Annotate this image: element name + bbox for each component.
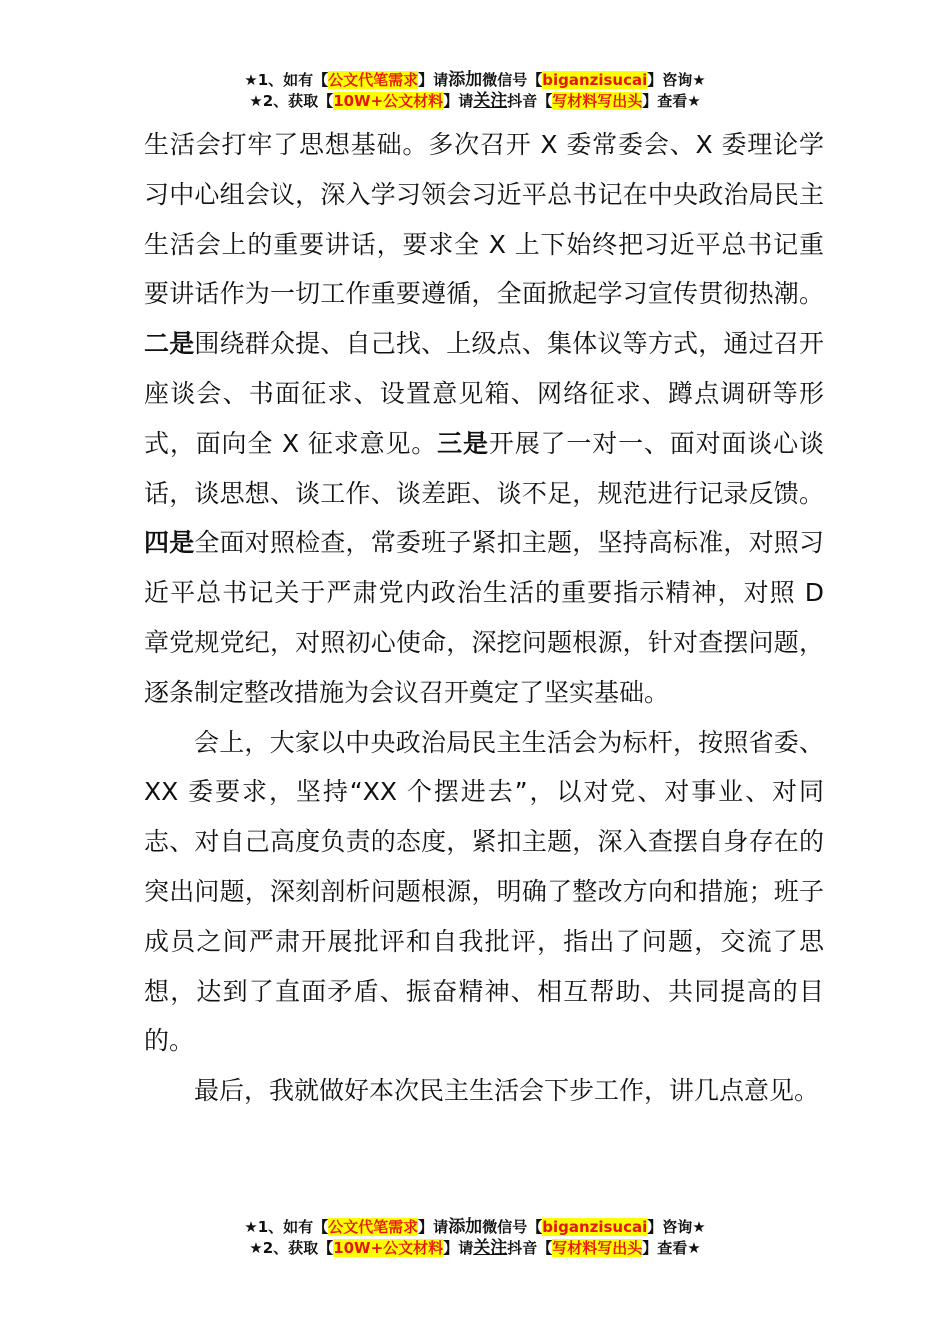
paragraph-text: 生活会打牢了思想基础。多次召开 X 委常委会、X 委理论学习中心组会议，深入学习领会习近平总书记在中央政治局民主生活会上的重要讲话，要求全 X 上下始终把习近平总书记重要讲话作为一切工作重要遵循，全面掀起学习宣传贯彻热潮。 [144, 130, 824, 309]
banner-text: ★1、如有【 [244, 1218, 329, 1236]
highlight-douyin-account: 写材料写出头 [552, 92, 643, 110]
banner-text: 微信号【 [482, 71, 543, 89]
banner-line-1 [0, 70, 950, 91]
banner-line-1 [0, 1217, 950, 1238]
document-body [144, 120, 824, 1116]
highlight-service: 公文代笔需求 [328, 71, 419, 89]
banner-emphasis: 添加 [448, 1217, 483, 1237]
highlight-wechat-id: biganzisucai [542, 1218, 648, 1236]
banner-text: 】请 [443, 92, 474, 110]
banner-line-2 [0, 91, 950, 112]
banner-text: 】咨询★ [647, 71, 706, 89]
highlight-wechat-id: biganzisucai [542, 71, 648, 89]
banner-emphasis: 关注 [473, 91, 508, 111]
banner-text: 】请 [418, 71, 449, 89]
banner-text: 】咨询★ [647, 1218, 706, 1236]
banner-text: 微信号【 [482, 1218, 543, 1236]
banner-text: 】查看★ [642, 1239, 701, 1257]
paragraph-2: 会上，大家以中央政治局民主生活会为标杆，按照省委、XX 委要求，坚持“XX 个摆进去”，以对党、对事业、对同志、对自己高度负责的态度，紧扣主题，深入查摆自身存在的突出问题，深刻剖析问题根源，明确了整改方向和措施；班子成员之间严肃开展批评和自我批评，指出了问题，交流了思想，达到了直面矛盾、振奋精神、相互帮助、共同提高的目的。 [144, 727, 824, 1056]
paragraph-text: 围绕群众提、自己找、上级点、集体议等方式，通过召开座谈会、书面征求、设置意见箱、网络征求、蹲点调研等形式，面向全 X 征求意见。 [144, 329, 824, 458]
highlight-service: 公文代笔需求 [328, 1218, 419, 1236]
banner-text: 抖音【 [507, 1239, 553, 1257]
bold-marker-four: 四是 [144, 528, 195, 558]
banner-line-2 [0, 1238, 950, 1259]
paragraph-1 [144, 120, 824, 718]
top-banner [0, 70, 950, 112]
banner-text: 】请 [418, 1218, 449, 1236]
banner-emphasis: 添加 [448, 70, 483, 90]
paragraph-text: 全面对照检查，常委班子紧扣主题，坚持高标准，对照习近平总书记关于严肃党内政治生活的重要指示精神，对照 D 章党规党纪，对照初心使命，深挖问题根源，针对查摆问题，逐条制定整改措施为会议召开奠定了坚实基础。 [144, 528, 824, 707]
banner-text: ★2、获取【 [249, 92, 334, 110]
banner-text: ★2、获取【 [249, 1239, 334, 1257]
bottom-banner [0, 1217, 950, 1259]
highlight-douyin-account: 写材料写出头 [552, 1239, 643, 1257]
banner-emphasis: 关注 [473, 1238, 508, 1258]
highlight-materials: 10W+公文材料 [333, 1239, 444, 1257]
banner-text: 】查看★ [642, 92, 701, 110]
banner-text: 抖音【 [507, 92, 553, 110]
paragraph-text: 开展了一对一、面对面谈心谈话，谈思想、谈工作、谈差距、谈不足，规范进行记录反馈。 [144, 428, 824, 508]
bold-marker-two: 二是 [144, 329, 195, 359]
banner-text: ★1、如有【 [244, 71, 329, 89]
paragraph-3: 最后，我就做好本次民主生活会下步工作，讲几点意见。 [194, 1076, 820, 1106]
bold-marker-three: 三是 [437, 428, 489, 458]
highlight-materials: 10W+公文材料 [333, 92, 444, 110]
banner-text: 】请 [443, 1239, 474, 1257]
